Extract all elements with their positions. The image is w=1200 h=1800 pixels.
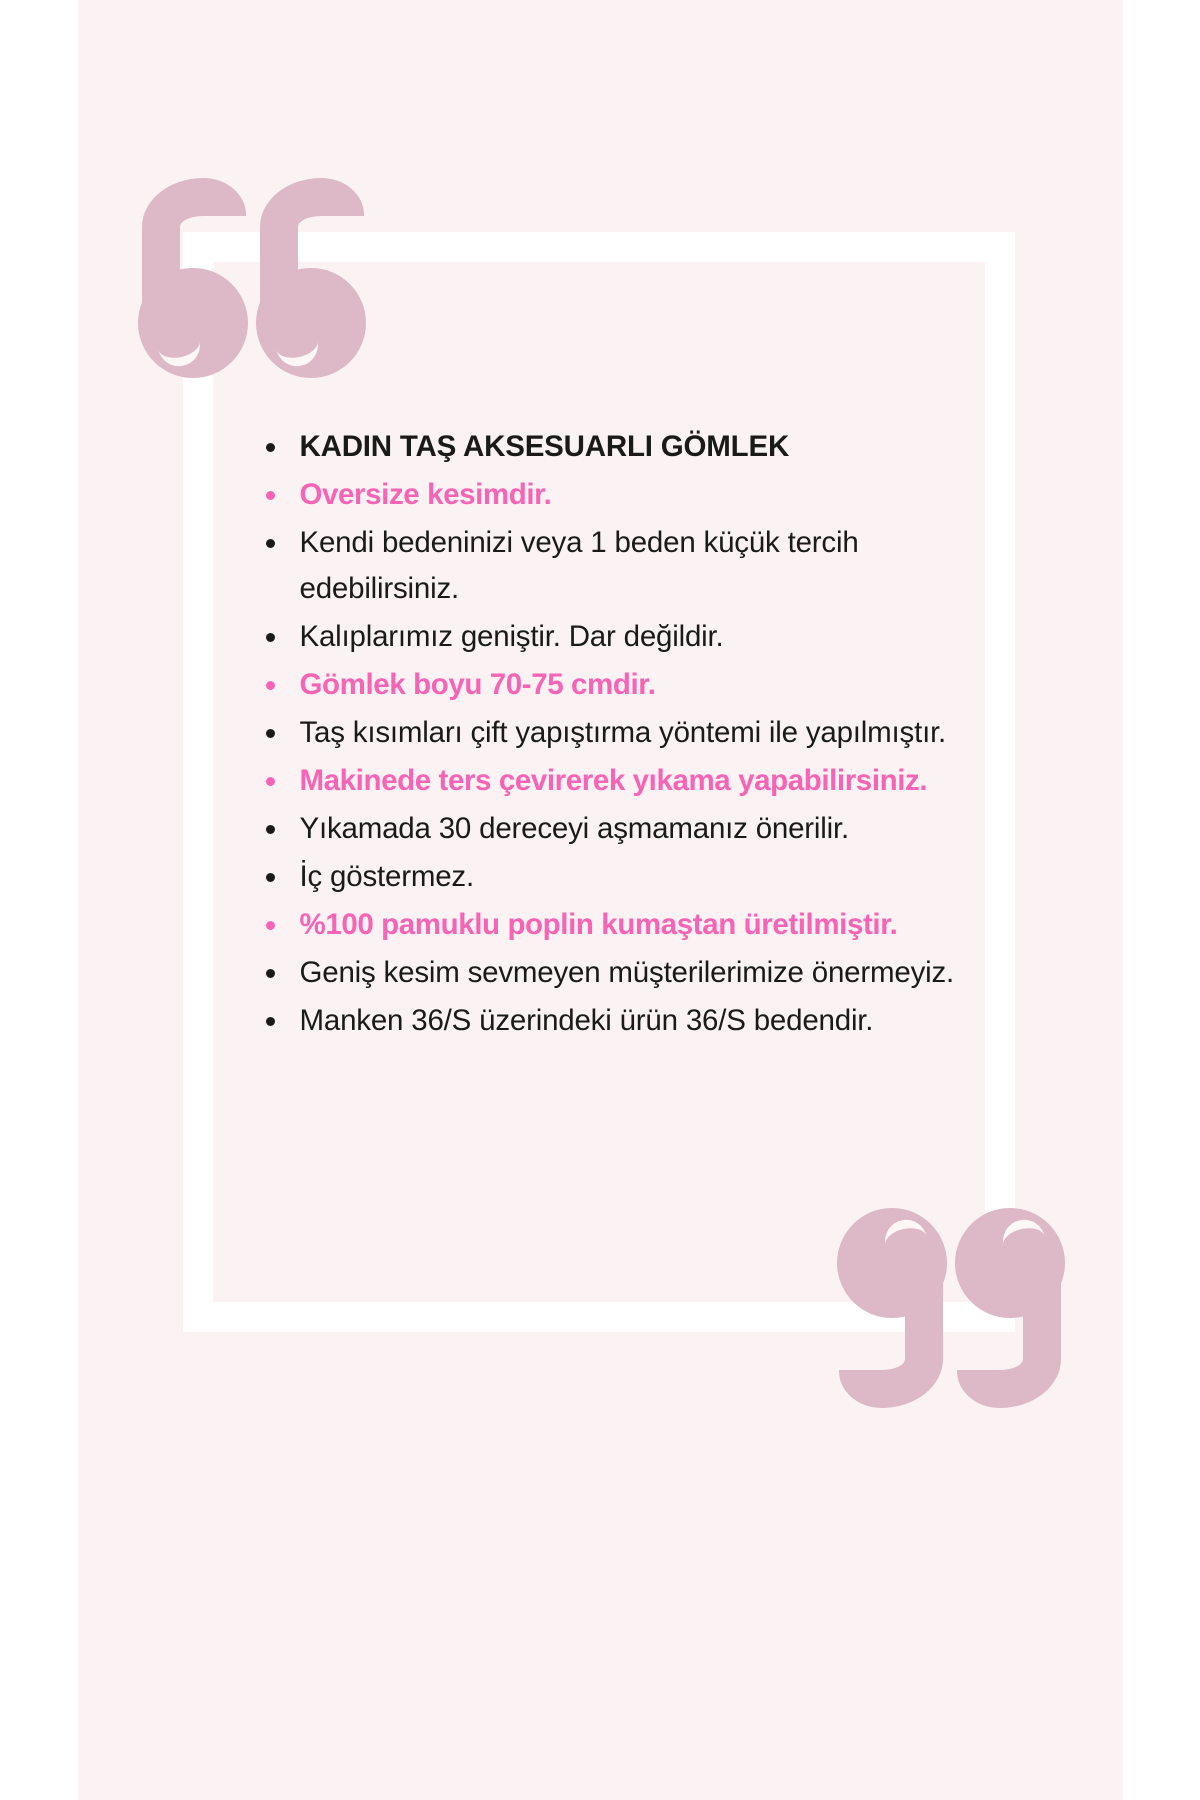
quote-mark-icon [138, 178, 248, 378]
list-item: Geniş kesim sevmeyen müşterilerimize önermeyiz. [263, 950, 993, 996]
open-quote-decoration [138, 178, 366, 378]
list-item: KADIN TAŞ AKSESUARLI GÖMLEK [263, 424, 993, 470]
list-item: Kalıplarımız geniştir. Dar değildir. [263, 614, 993, 660]
quote-bowl [138, 268, 248, 378]
close-quote-decoration [837, 1208, 1065, 1408]
quote-mark-icon [837, 1208, 947, 1408]
product-feature-list [263, 424, 993, 1044]
list-item: Kendi bedeninizi veya 1 beden küçük tercih edebilirsiniz. [263, 520, 993, 612]
list-item: Yıkamada 30 dereceyi aşmamanız önerilir. [263, 806, 993, 852]
list-item: Gömlek boyu 70-75 cmdir. [263, 662, 993, 708]
product-description [263, 424, 993, 1046]
list-item: Makinede ters çevirerek yıkama yapabilirsiniz. [263, 758, 993, 804]
list-item: Oversize kesimdir. [263, 472, 993, 518]
quote-bowl [256, 268, 366, 378]
list-item: %100 pamuklu poplin kumaştan üretilmiştir. [263, 902, 993, 948]
list-item: İç göstermez. [263, 854, 993, 900]
list-item: Manken 36/S üzerindeki ürün 36/S bedendir. [263, 998, 993, 1044]
quote-mark-icon [955, 1208, 1065, 1408]
quote-mark-icon [256, 178, 366, 378]
list-item: Taş kısımları çift yapıştırma yöntemi ile yapılmıştır. [263, 710, 993, 756]
product-info-card [78, 0, 1123, 1800]
